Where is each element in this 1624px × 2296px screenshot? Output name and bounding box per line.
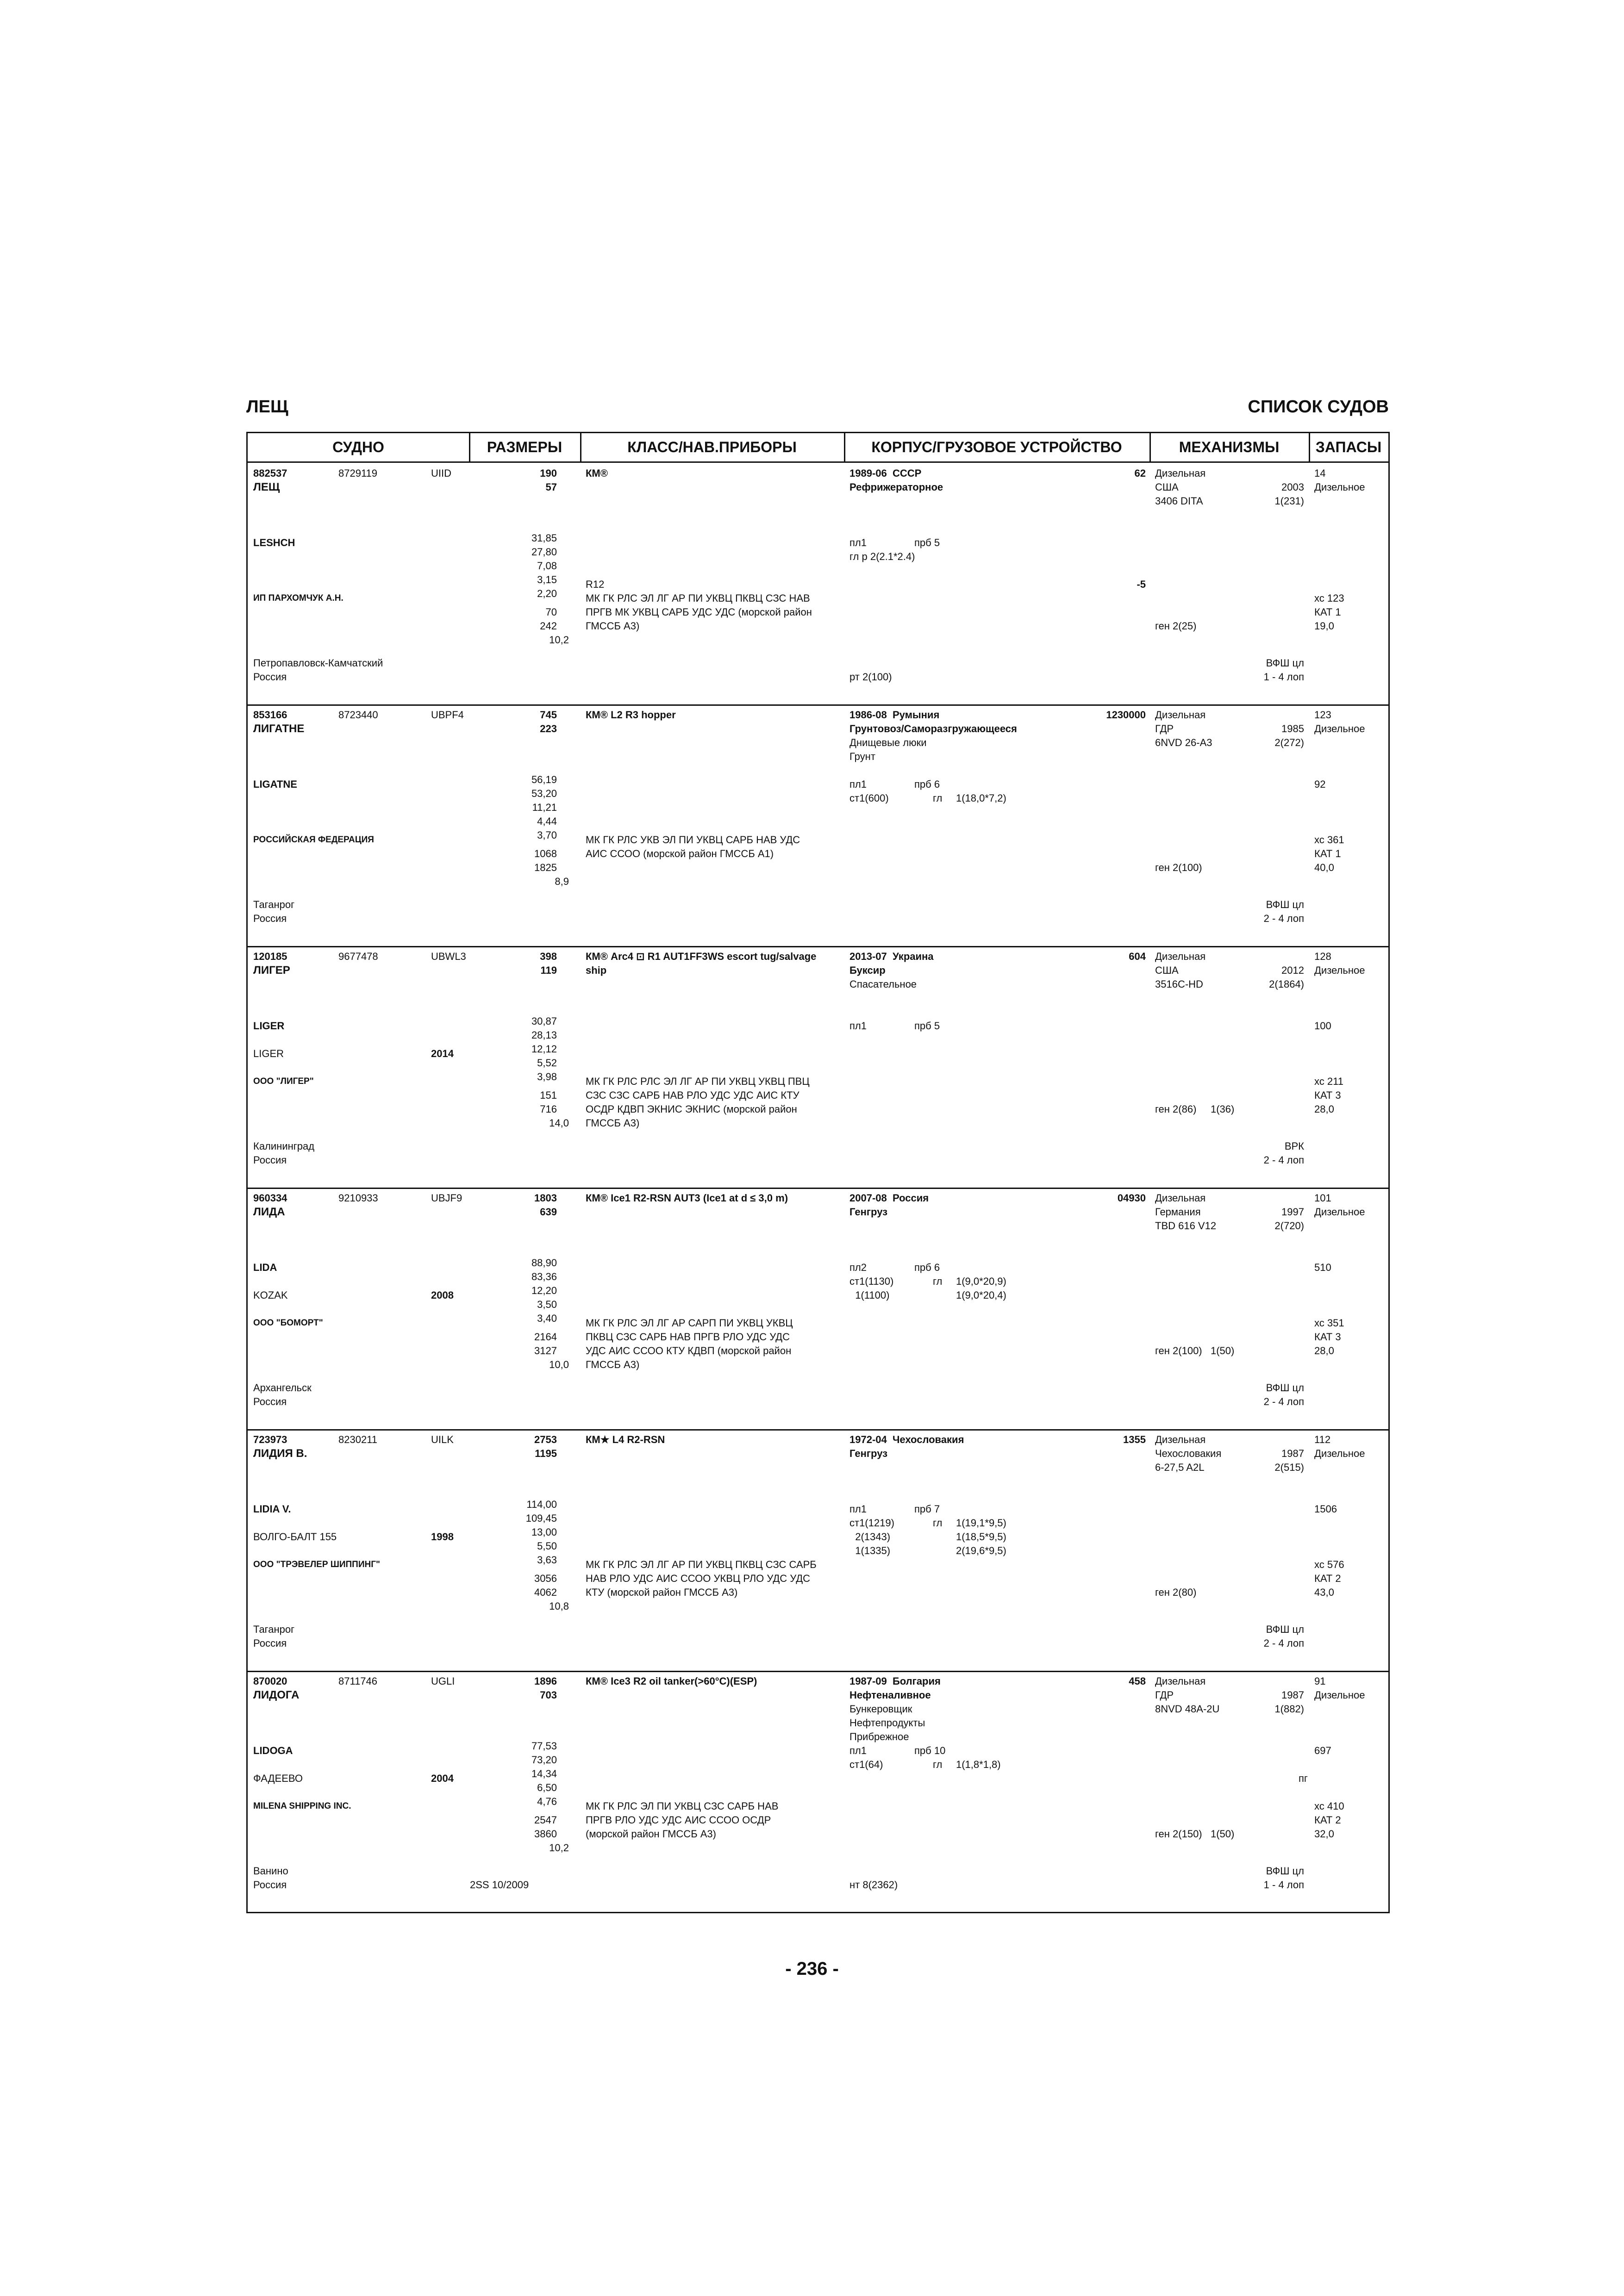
gross-tonnage: 398 [540, 951, 557, 962]
engine-power: 2(272) [1274, 737, 1304, 748]
owner: РОССИЙСКАЯ ФЕДЕРАЦИЯ [253, 835, 374, 845]
ship-name-latin: LIGATNE [253, 778, 297, 790]
deadweight: 10,2 [549, 1842, 569, 1854]
category: КАТ 1 [1314, 848, 1341, 859]
dimension-value: 3,98 [537, 1071, 557, 1083]
build-year-country: 1989-06 СССР [849, 467, 922, 479]
dimension-value: 13,00 [531, 1526, 557, 1538]
col-divider [580, 433, 581, 463]
hull-number: 04930 [1117, 1192, 1146, 1204]
imo-number: 8230211 [338, 1434, 378, 1445]
dimension-value: 56,19 [531, 774, 557, 785]
deadweight: 3056 [534, 1573, 557, 1584]
record-divider [248, 1429, 1388, 1431]
reg-number: 882537 [253, 467, 287, 479]
crew-count: 91 [1314, 1675, 1326, 1687]
ice-label: R12 [586, 579, 605, 590]
ship-name: ЛИДОГА [253, 1689, 300, 1701]
category: КАТ 2 [1314, 1573, 1341, 1584]
propeller-blades: 1 - 4 лоп [1263, 1879, 1304, 1891]
imo-number: 8711746 [338, 1675, 378, 1687]
dimension-value: 88,90 [531, 1257, 557, 1269]
reg-number: 870020 [253, 1675, 287, 1687]
propeller-blades: 2 - 4 лоп [1263, 1637, 1304, 1649]
category: КАТ 1 [1314, 606, 1341, 618]
record-divider [248, 946, 1388, 947]
ship-type-detail: Прибрежное [849, 1731, 909, 1742]
ship-name: ЛИДА [253, 1206, 285, 1218]
record-divider [248, 1188, 1388, 1189]
ship-record [248, 1188, 1388, 1429]
deadweight: 1825 [534, 862, 557, 873]
gross-tonnage: 1803 [534, 1192, 557, 1204]
dimension-value: 14,34 [531, 1768, 557, 1780]
certificate-note: 2SS 10/2009 [470, 1879, 529, 1891]
engine-year: 1985 [1281, 723, 1304, 734]
call-sign: UBWL3 [431, 951, 466, 962]
build-year-country: 2013-07 Украина [849, 951, 934, 962]
hull-number: 458 [1129, 1675, 1146, 1687]
engine-year: 1987 [1281, 1689, 1304, 1701]
class-notation: КМ® [586, 467, 608, 479]
gross-tonnage: 745 [540, 709, 557, 721]
hatch-size: 1(1,8*1,8) [956, 1759, 1001, 1770]
dimension-value: 2,20 [537, 588, 557, 599]
imo-number: 8729119 [338, 467, 378, 479]
owner: ИП ПАРХОМЧУК А.Н. [253, 593, 344, 603]
crew-count: 128 [1314, 951, 1331, 962]
dimension-value: 3,40 [537, 1313, 557, 1324]
record-divider [248, 1671, 1388, 1672]
home-port: Архангельск [253, 1382, 312, 1394]
deadweight: 716 [540, 1103, 557, 1115]
bulkheads: прб 6 [914, 1262, 940, 1273]
fuel-type: Дизельное [1314, 1448, 1365, 1459]
hull-number: 1355 [1123, 1434, 1146, 1445]
engine-type: Дизельная [1155, 467, 1206, 479]
ship-name-latin: LIGER [253, 1020, 285, 1032]
former-name: KOZAK [253, 1289, 288, 1301]
flag-state: Россия [253, 1637, 287, 1649]
crew-count: 14 [1314, 467, 1326, 479]
hull-number: 1230000 [1106, 709, 1146, 721]
deadweight: 242 [540, 620, 557, 632]
col-divider [469, 433, 470, 463]
deadweight: 10,8 [549, 1600, 569, 1612]
former-name-year: 2008 [431, 1289, 454, 1301]
dimension-value: 12,20 [531, 1285, 557, 1296]
reg-number: 960334 [253, 1192, 287, 1204]
hull-number: 62 [1134, 467, 1146, 479]
hold-capacity: ст1(600) [849, 792, 889, 804]
deadweight: 2164 [534, 1331, 557, 1343]
col-header-machinery: МЕХАНИЗМЫ [1149, 433, 1309, 463]
ship-record [248, 1671, 1388, 1912]
crew-count: 112 [1314, 1434, 1331, 1445]
fuel-endurance: хс 576 [1314, 1559, 1344, 1570]
owner: ООО "ТРЭВЕЛЕР ШИППИНГ" [253, 1560, 380, 1569]
col-divider [1149, 433, 1151, 463]
dimension-value: 77,53 [531, 1740, 557, 1752]
hatch-size: 1(18,0*7,2) [956, 792, 1006, 804]
imo-number: 9210933 [338, 1192, 378, 1204]
ship-name: ЛЕЩ [253, 481, 280, 493]
class-notation: КМ★ L4 R2-RSN [586, 1434, 665, 1445]
ship-type-detail: Бункеровщик [849, 1703, 912, 1715]
navigation-equipment: МК ГК РЛС ЭЛ ЛГ АР САРП ПИ УКВЦ УКВЦ ПКВЦ СЗС САРБ НАВ ПРГВ РЛО УДС УДС УДС АИС ССОО КТУ КДВП (морской район ГМССБ А3) [586, 1317, 793, 1370]
home-port: Петропавловск-Камчатский [253, 657, 383, 669]
deadweight: 3127 [534, 1345, 557, 1356]
holds-count: пл1 [849, 778, 867, 790]
propeller-blades: 2 - 4 лоп [1263, 1396, 1304, 1407]
fuel-type: Дизельное [1314, 481, 1365, 493]
engine-type: Дизельная [1155, 1192, 1206, 1204]
imo-number: 9677478 [338, 951, 378, 962]
engine-model: 3516C-HD [1155, 978, 1203, 990]
engine-type: Дизельная [1155, 951, 1206, 962]
ship-name: ЛИГЕР [253, 964, 290, 977]
hatch-label: гл [933, 1759, 943, 1770]
bulkheads: прб 6 [914, 778, 940, 790]
flag-state: Россия [253, 671, 287, 683]
holds-count: пл1 [849, 1503, 867, 1515]
deadweight: 4062 [534, 1587, 557, 1598]
generators: ген 2(86) 1(36) [1155, 1103, 1235, 1115]
col-header-class: КЛАСС/НАВ.ПРИБОРЫ [580, 433, 844, 463]
gross-tonnage: 1896 [534, 1675, 557, 1687]
engine-power: 2(720) [1274, 1220, 1304, 1232]
navigation-equipment: МК ГК РЛС УКВ ЭЛ ПИ УКВЦ САРБ НАВ УДС АИС ССОО (морской район ГМССБ А1) [586, 834, 800, 859]
hatch-size: 1(9,0*20,9) 1(9,0*20,4) [956, 1276, 1006, 1301]
capacity-value: 510 [1314, 1262, 1331, 1273]
dimension-value: 73,20 [531, 1754, 557, 1766]
page-number: - 236 - [785, 1959, 839, 1979]
navigation-equipment: МК ГК РЛС ЭЛ ПИ УКВЦ СЗС САРБ НАВ ПРГВ РЛО УДС УДС АИС ССОО ОСДР (морской район ГМССБ А3) [586, 1800, 779, 1840]
build-year-country: 1987-09 Болгария [849, 1675, 941, 1687]
crew-count: 101 [1314, 1192, 1331, 1204]
holds-count: пл1 [849, 1745, 867, 1756]
net-tonnage: 639 [540, 1206, 557, 1218]
ship-type-detail: Нефтепродукты [849, 1717, 925, 1729]
record-divider [248, 704, 1388, 706]
col-header-supplies: ЗАПАСЫ [1309, 433, 1388, 463]
former-name: LIGER [253, 1048, 284, 1059]
build-year-country: 2007-08 Россия [849, 1192, 929, 1204]
dimension-value: 11,21 [532, 802, 557, 813]
engine-year: 1997 [1281, 1206, 1304, 1218]
dimension-value: 114,00 [526, 1499, 557, 1510]
propeller: ВФШ цл [1266, 657, 1304, 669]
generators: ген 2(100) 1(50) [1155, 1345, 1235, 1356]
dimension-value: 30,87 [531, 1015, 557, 1027]
extra-equipment: нт 8(2362) [849, 1879, 898, 1891]
ship-name: ЛИГАТНЕ [253, 722, 305, 735]
ship-type-detail: Днищевые люки [849, 737, 927, 748]
ship-type: Генгруз [849, 1448, 888, 1459]
fuel-type: Дизельное [1314, 723, 1365, 734]
bulkheads: прб 5 [914, 537, 940, 548]
call-sign: UIID [431, 467, 451, 479]
navigation-equipment: МК ГК РЛС ЭЛ ЛГ АР ПИ УКВЦ ПКВЦ СЗС НАВ ПРГВ МК УКВЦ САРБ УДС УДС (морской район ГМССБ А3) [586, 592, 812, 632]
ice-value: -5 [1137, 579, 1146, 590]
hull-number: 604 [1129, 951, 1146, 962]
engine-country: США [1155, 481, 1179, 493]
hatch-label: гл [933, 1276, 943, 1287]
flag-state: Россия [253, 913, 287, 924]
hold-capacity: ст1(1219) 2(1343) 1(1335) [849, 1517, 894, 1556]
deadweight: 14,0 [549, 1117, 569, 1129]
running-header-left: ЛЕЩ [246, 397, 288, 417]
ship-record [248, 946, 1388, 1188]
engine-power: 1(882) [1274, 1703, 1304, 1715]
home-port: Таганрог [253, 899, 295, 910]
net-tonnage: 57 [545, 481, 557, 493]
reg-number: 853166 [253, 709, 287, 721]
dimension-value: 27,80 [531, 546, 557, 558]
fuel-endurance: хс 351 [1314, 1317, 1344, 1329]
former-name-year: 1998 [431, 1531, 454, 1543]
deadweight: 3860 [534, 1828, 557, 1840]
hold-capacity: ст1(64) [849, 1759, 883, 1770]
fuel-endurance: хс 361 [1314, 834, 1344, 846]
deadweight: 8,9 [555, 876, 569, 887]
dimension-value: 3,50 [537, 1299, 557, 1310]
engine-year: 2012 [1281, 964, 1304, 976]
engine-model: 6-27,5 A2L [1155, 1462, 1205, 1473]
home-port: Таганрог [253, 1624, 295, 1635]
fuel-value: 43,0 [1314, 1587, 1334, 1598]
flag-state: Россия [253, 1396, 287, 1407]
col-divider [1309, 433, 1310, 463]
call-sign: UILK [431, 1434, 454, 1445]
home-port: Ванино [253, 1865, 288, 1877]
extra-equipment: рт 2(100) [849, 671, 892, 683]
ship-name-latin: LIDIA V. [253, 1503, 291, 1515]
reg-number: 723973 [253, 1434, 287, 1445]
hatch-size: 1(19,1*9,5) 1(18,5*9,5) 2(19,6*9,5) [956, 1517, 1006, 1556]
col-header-ship: СУДНО [248, 433, 469, 463]
ship-type: Буксир [849, 964, 886, 976]
ship-record [248, 463, 1388, 704]
engine-country: Чехословакия [1155, 1448, 1222, 1459]
engine-model: TBD 616 V12 [1155, 1220, 1217, 1232]
home-port: Калининград [253, 1140, 315, 1152]
reg-number: 120185 [253, 951, 287, 962]
owner: ООО "БОМОРТ" [253, 1318, 323, 1328]
deadweight: 2547 [534, 1814, 557, 1826]
class-notation: КМ® Ice3 R2 oil tanker(>60°C)(ESP) [586, 1675, 757, 1687]
propeller: ВФШ цл [1266, 899, 1304, 910]
hold-capacity: ст1(1130) 1(1100) [849, 1276, 894, 1301]
ship-name-latin: LESHCH [253, 537, 295, 548]
dimension-value: 3,15 [537, 574, 557, 585]
dimension-value: 31,85 [531, 532, 557, 544]
generators: ген 2(150) 1(50) [1155, 1828, 1235, 1840]
propeller: ВФШ цл [1266, 1382, 1304, 1394]
generators: ген 2(80) [1155, 1587, 1197, 1598]
propeller: ВФШ цл [1266, 1865, 1304, 1877]
propeller: ВФШ цл [1266, 1624, 1304, 1635]
crew-count: 123 [1314, 709, 1331, 721]
ship-name-latin: LIDOGA [253, 1745, 293, 1756]
capacity-value: 1506 [1314, 1503, 1337, 1515]
former-name: ФАДЕЕВО [253, 1773, 303, 1784]
engine-model: 6NVD 26-A3 [1155, 737, 1212, 748]
former-name-year: 2014 [431, 1048, 454, 1059]
owner: MILENA SHIPPING INC. [253, 1801, 351, 1811]
deadweight: 10,0 [549, 1359, 569, 1370]
category: КАТ 2 [1314, 1814, 1341, 1826]
propeller-blades: 1 - 4 лоп [1263, 671, 1304, 683]
fuel-value: 28,0 [1314, 1103, 1334, 1115]
engine-power: 1(231) [1274, 495, 1304, 507]
bulkheads: прб 5 [914, 1020, 940, 1032]
ship-name-latin: LIDA [253, 1262, 277, 1273]
class-notation: КМ® Ice1 R2-RSN AUT3 (Ice1 at d ≤ 3,0 m) [586, 1192, 788, 1204]
dimension-value: 4,44 [537, 815, 557, 827]
engine-power: 2(1864) [1269, 978, 1304, 990]
generators: ген 2(25) [1155, 620, 1197, 632]
owner: ООО "ЛИГЕР" [253, 1076, 314, 1086]
ship-type: Грунтовоз/Саморазгружающееся [849, 723, 1017, 734]
engine-country: США [1155, 964, 1179, 976]
fuel-endurance: хс 211 [1314, 1076, 1343, 1087]
capacity-value: 100 [1314, 1020, 1331, 1032]
hatch-label: гл [933, 1517, 943, 1529]
fuel-value: 19,0 [1314, 620, 1334, 632]
engine-model: 8NVD 48A-2U [1155, 1703, 1220, 1715]
bulkheads: прб 7 [914, 1503, 940, 1515]
engine-type: Дизельная [1155, 1434, 1206, 1445]
pg-mark: пг [1299, 1773, 1308, 1784]
ship-type: Генгруз [849, 1206, 888, 1218]
fuel-endurance: хс 123 [1314, 592, 1344, 604]
engine-country: Германия [1155, 1206, 1201, 1218]
navigation-equipment: МК ГК РЛС РЛС ЭЛ ЛГ АР ПИ УКВЦ УКВЦ ПВЦ СЗС СЗС САРБ НАВ РЛО УДС УДС АИС КТУ ОСДР КДВП ЭКНИС ЭКНИС (морской район ГМССБ А3) [586, 1076, 810, 1129]
navigation-equipment: МК ГК РЛС ЭЛ ЛГ АР ПИ УКВЦ ПКВЦ СЗС САРБ НАВ РЛО УДС АИС ССОО УКВЦ РЛО УДС УДС КТУ (морской район ГМССБ А3) [586, 1559, 817, 1598]
former-name: ВОЛГО-БАЛТ 155 [253, 1531, 337, 1543]
call-sign: UBJF9 [431, 1192, 462, 1204]
engine-country: ГДР [1155, 723, 1174, 734]
dimension-value: 28,13 [531, 1029, 557, 1041]
flag-state: Россия [253, 1154, 287, 1166]
fuel-value: 32,0 [1314, 1828, 1334, 1840]
flag-state: Россия [253, 1879, 287, 1891]
ship-record [248, 1429, 1388, 1671]
dimension-value: 6,50 [537, 1782, 557, 1793]
engine-power: 2(515) [1274, 1462, 1304, 1473]
bulkheads: прб 10 [914, 1745, 946, 1756]
fuel-endurance: хс 410 [1314, 1800, 1344, 1812]
fuel-type: Дизельное [1314, 1689, 1365, 1701]
ship-register-table [246, 432, 1390, 1913]
build-year-country: 1986-08 Румыния [849, 709, 940, 721]
ship-type: Нефтеналивное [849, 1689, 931, 1701]
capacity-value: 92 [1314, 778, 1326, 790]
hatch-label: гл [933, 792, 943, 804]
ship-type-detail: Грунт [849, 751, 875, 762]
running-header-right: СПИСОК СУДОВ [1248, 397, 1389, 417]
build-year-country: 1972-04 Чехословакия [849, 1434, 964, 1445]
engine-type: Дизельная [1155, 709, 1206, 721]
category: КАТ 3 [1314, 1331, 1341, 1343]
propeller: ВРК [1284, 1140, 1304, 1152]
call-sign: UBPF4 [431, 709, 464, 721]
holds-count: пл2 [849, 1262, 867, 1273]
dimension-value: 53,20 [531, 788, 557, 799]
dimension-value: 3,63 [537, 1554, 557, 1566]
former-name-year: 2004 [431, 1773, 454, 1784]
generators: ген 2(100) [1155, 862, 1202, 873]
class-notation: КМ® L2 R3 hopper [586, 709, 676, 721]
capacity-value: 697 [1314, 1745, 1331, 1756]
deadweight: 70 [545, 606, 557, 618]
dimension-value: 4,76 [537, 1796, 557, 1807]
imo-number: 8723440 [338, 709, 378, 721]
dimension-value: 83,36 [531, 1271, 557, 1282]
propeller-blades: 2 - 4 лоп [1263, 1154, 1304, 1166]
dimension-value: 7,08 [537, 560, 557, 572]
net-tonnage: 703 [540, 1689, 557, 1701]
holds-count: пл1 [849, 537, 867, 548]
net-tonnage: 119 [540, 964, 557, 976]
dimension-value: 109,45 [525, 1512, 557, 1524]
class-notation: КМ® Arc4 ⊡ R1 AUT1FF3WS escort tug/salvage ship [586, 951, 817, 976]
col-header-hull: КОРПУС/ГРУЗОВОЕ УСТРОЙСТВО [844, 433, 1149, 463]
col-header-dimensions: РАЗМЕРЫ [469, 433, 580, 463]
engine-type: Дизельная [1155, 1675, 1206, 1687]
category: КАТ 3 [1314, 1089, 1341, 1101]
holds-count: пл1 [849, 1020, 867, 1032]
dimension-value: 5,50 [537, 1540, 557, 1552]
ship-type: Рефрижераторное [849, 481, 943, 493]
dimension-value: 5,52 [537, 1057, 557, 1069]
call-sign: UGLI [431, 1675, 455, 1687]
engine-country: ГДР [1155, 1689, 1174, 1701]
net-tonnage: 223 [540, 723, 557, 734]
engine-year: 2003 [1281, 481, 1304, 493]
dimension-value: 3,70 [537, 829, 557, 841]
col-divider [844, 433, 845, 463]
engine-year: 1987 [1281, 1448, 1304, 1459]
deadweight: 151 [540, 1089, 557, 1101]
dimension-value: 12,12 [531, 1043, 557, 1055]
fuel-value: 28,0 [1314, 1345, 1334, 1356]
gross-tonnage: 2753 [534, 1434, 557, 1445]
fuel-type: Дизельное [1314, 1206, 1365, 1218]
deadweight: 1068 [534, 848, 557, 859]
ship-type-detail: Спасательное [849, 978, 917, 990]
net-tonnage: 1195 [535, 1448, 557, 1459]
fuel-value: 40,0 [1314, 862, 1334, 873]
fuel-type: Дизельное [1314, 964, 1365, 976]
engine-model: 3406 DITA [1155, 495, 1203, 507]
propeller-blades: 2 - 4 лоп [1263, 913, 1304, 924]
ship-record [248, 704, 1388, 946]
deadweight: 10,2 [549, 634, 569, 646]
ship-name: ЛИДИЯ В. [253, 1447, 307, 1460]
gross-tonnage: 190 [540, 467, 557, 479]
hold-capacity: гл р 2(2.1*2.4) [849, 551, 915, 562]
